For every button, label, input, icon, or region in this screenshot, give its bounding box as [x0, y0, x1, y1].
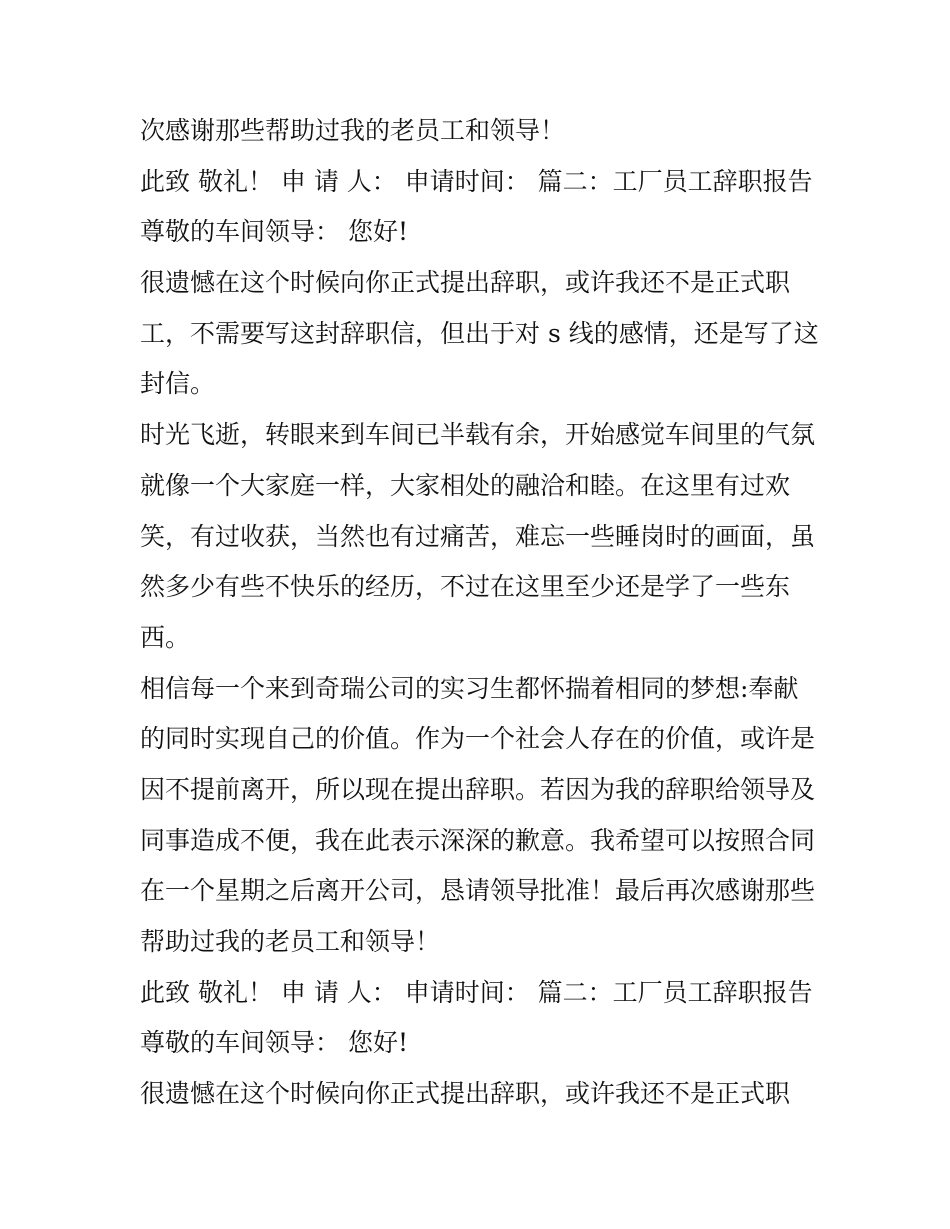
text-line: 此致 敬礼！ 申 请 人： 申请时间： 篇二：工厂员工辞职报告: [140, 977, 813, 1007]
text-line: 尊敬的车间领导： 您好!: [140, 1028, 408, 1058]
text-line: 西。: [140, 622, 191, 652]
text-line: 因不提前离开，所以现在提出辞职。若因为我的辞职给领导及: [140, 774, 816, 804]
text-line: 同事造成不便，我在此表示深深的歉意。我希望可以按照合同: [140, 825, 816, 855]
text-line: 很遗憾在这个时候向你正式提出辞职，或许我还不是正式职: [140, 268, 791, 298]
text-line: 很遗憾在这个时候向你正式提出辞职，或许我还不是正式职: [140, 1079, 791, 1109]
text-line: 的同时实现自己的价值。作为一个社会人存在的价值，或许是: [140, 724, 816, 754]
text-line: 次感谢那些帮助过我的老员工和领导！: [140, 116, 566, 145]
text-line: 封信。: [140, 369, 216, 399]
text-line: 尊敬的车间领导： 您好!: [140, 217, 408, 247]
text-line: 相信每一个来到奇瑞公司的实习生都怀揣着相同的梦想:奉献: [140, 673, 799, 703]
text-line: 帮助过我的老员工和领导！: [140, 927, 441, 956]
text-line: 在一个星期之后离开公司，恳请领导批准！最后再次感谢那些: [140, 876, 816, 906]
text-line: 笑，有过收获，当然也有过痛苦，难忘一些睡岗时的画面，虽: [140, 521, 816, 551]
text-line: 然多少有些不快乐的经历，不过在这里至少还是学了一些东: [140, 572, 791, 602]
text-line: 时光飞逝，转眼来到车间已半载有余，开始感觉车间里的气氛: [140, 420, 816, 450]
text-line: 工，不需要写这封辞职信，但出于对 s 线的感情，还是写了这: [140, 318, 819, 348]
text-line: 此致 敬礼！ 申 请 人： 申请时间： 篇二：工厂员工辞职报告: [140, 166, 813, 196]
text-line: 就像一个大家庭一样，大家相处的融洽和睦。在这里有过欢: [140, 470, 791, 500]
document-body: [140, 106, 820, 1120]
